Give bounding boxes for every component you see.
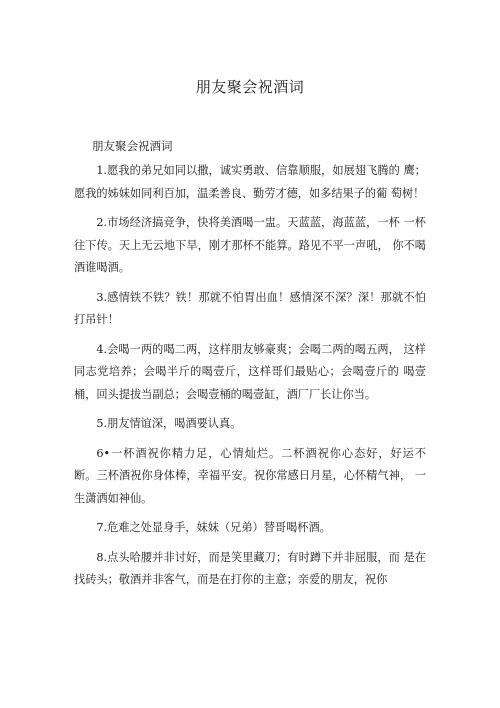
paragraph-5: 5.朋友情谊深，喝酒要认真。: [96, 417, 242, 430]
paragraph-6: 6•一杯酒祝你精力足，心情灿烂。二杯酒祝你心态好，好运不 断。三杯酒祝你身体棒，幸福平安。祝你常感日月星，心怀精气神， 一生潇洒如神仙。: [74, 446, 426, 505]
paragraph-2: 2.市场经济搞竞争，快将美酒喝一盅。天蓝蓝，海蓝蓝，一杯 一杯往下传。天上无云地下旱，刚才那杯不能算。路见不平一声吼， 你不喝酒谁喝酒。: [74, 216, 426, 274]
paragraph-3: 3.感情铁不铁？铁！那就不怕胃出血！感情深不深？深！那就不怕打吊针！: [74, 290, 426, 326]
paragraph-8: 8.点头哈腰并非讨好，而是笑里藏刀；有时蹲下并非屈服，而 是在找砖头；敬酒并非客气，而是在打你的主意；亲爱的朋友，祝你: [74, 550, 426, 586]
paragraph-4: 4.会喝一两的喝二两，这样朋友够豪爽；会喝二两的喝五两， 这样同志党培养；会喝半斤的喝壹斤，这样哥们最贴心；会喝壹斤的 喝壹桶，回头提拔当副总；会喝壹桶的喝壹缸，酒厂厂长让你当。: [74, 342, 426, 401]
paragraph-1: 1.愿我的弟兄如同以撒，诚实勇敢、信靠顺服，如展翅飞腾的 鹰；愿我的姊妹如同利百加，温柔善良、勤劳才德，如多结果子的葡 萄树！: [74, 164, 426, 200]
document-body: [74, 160, 426, 599]
document-title: 朋友聚会祝酒词: [195, 78, 305, 96]
paragraph-7: 7.危难之处显身手，妹妹（兄弟）替哥喝杯酒。: [96, 521, 331, 534]
document-subtitle: 朋友聚会祝酒词: [92, 139, 173, 153]
